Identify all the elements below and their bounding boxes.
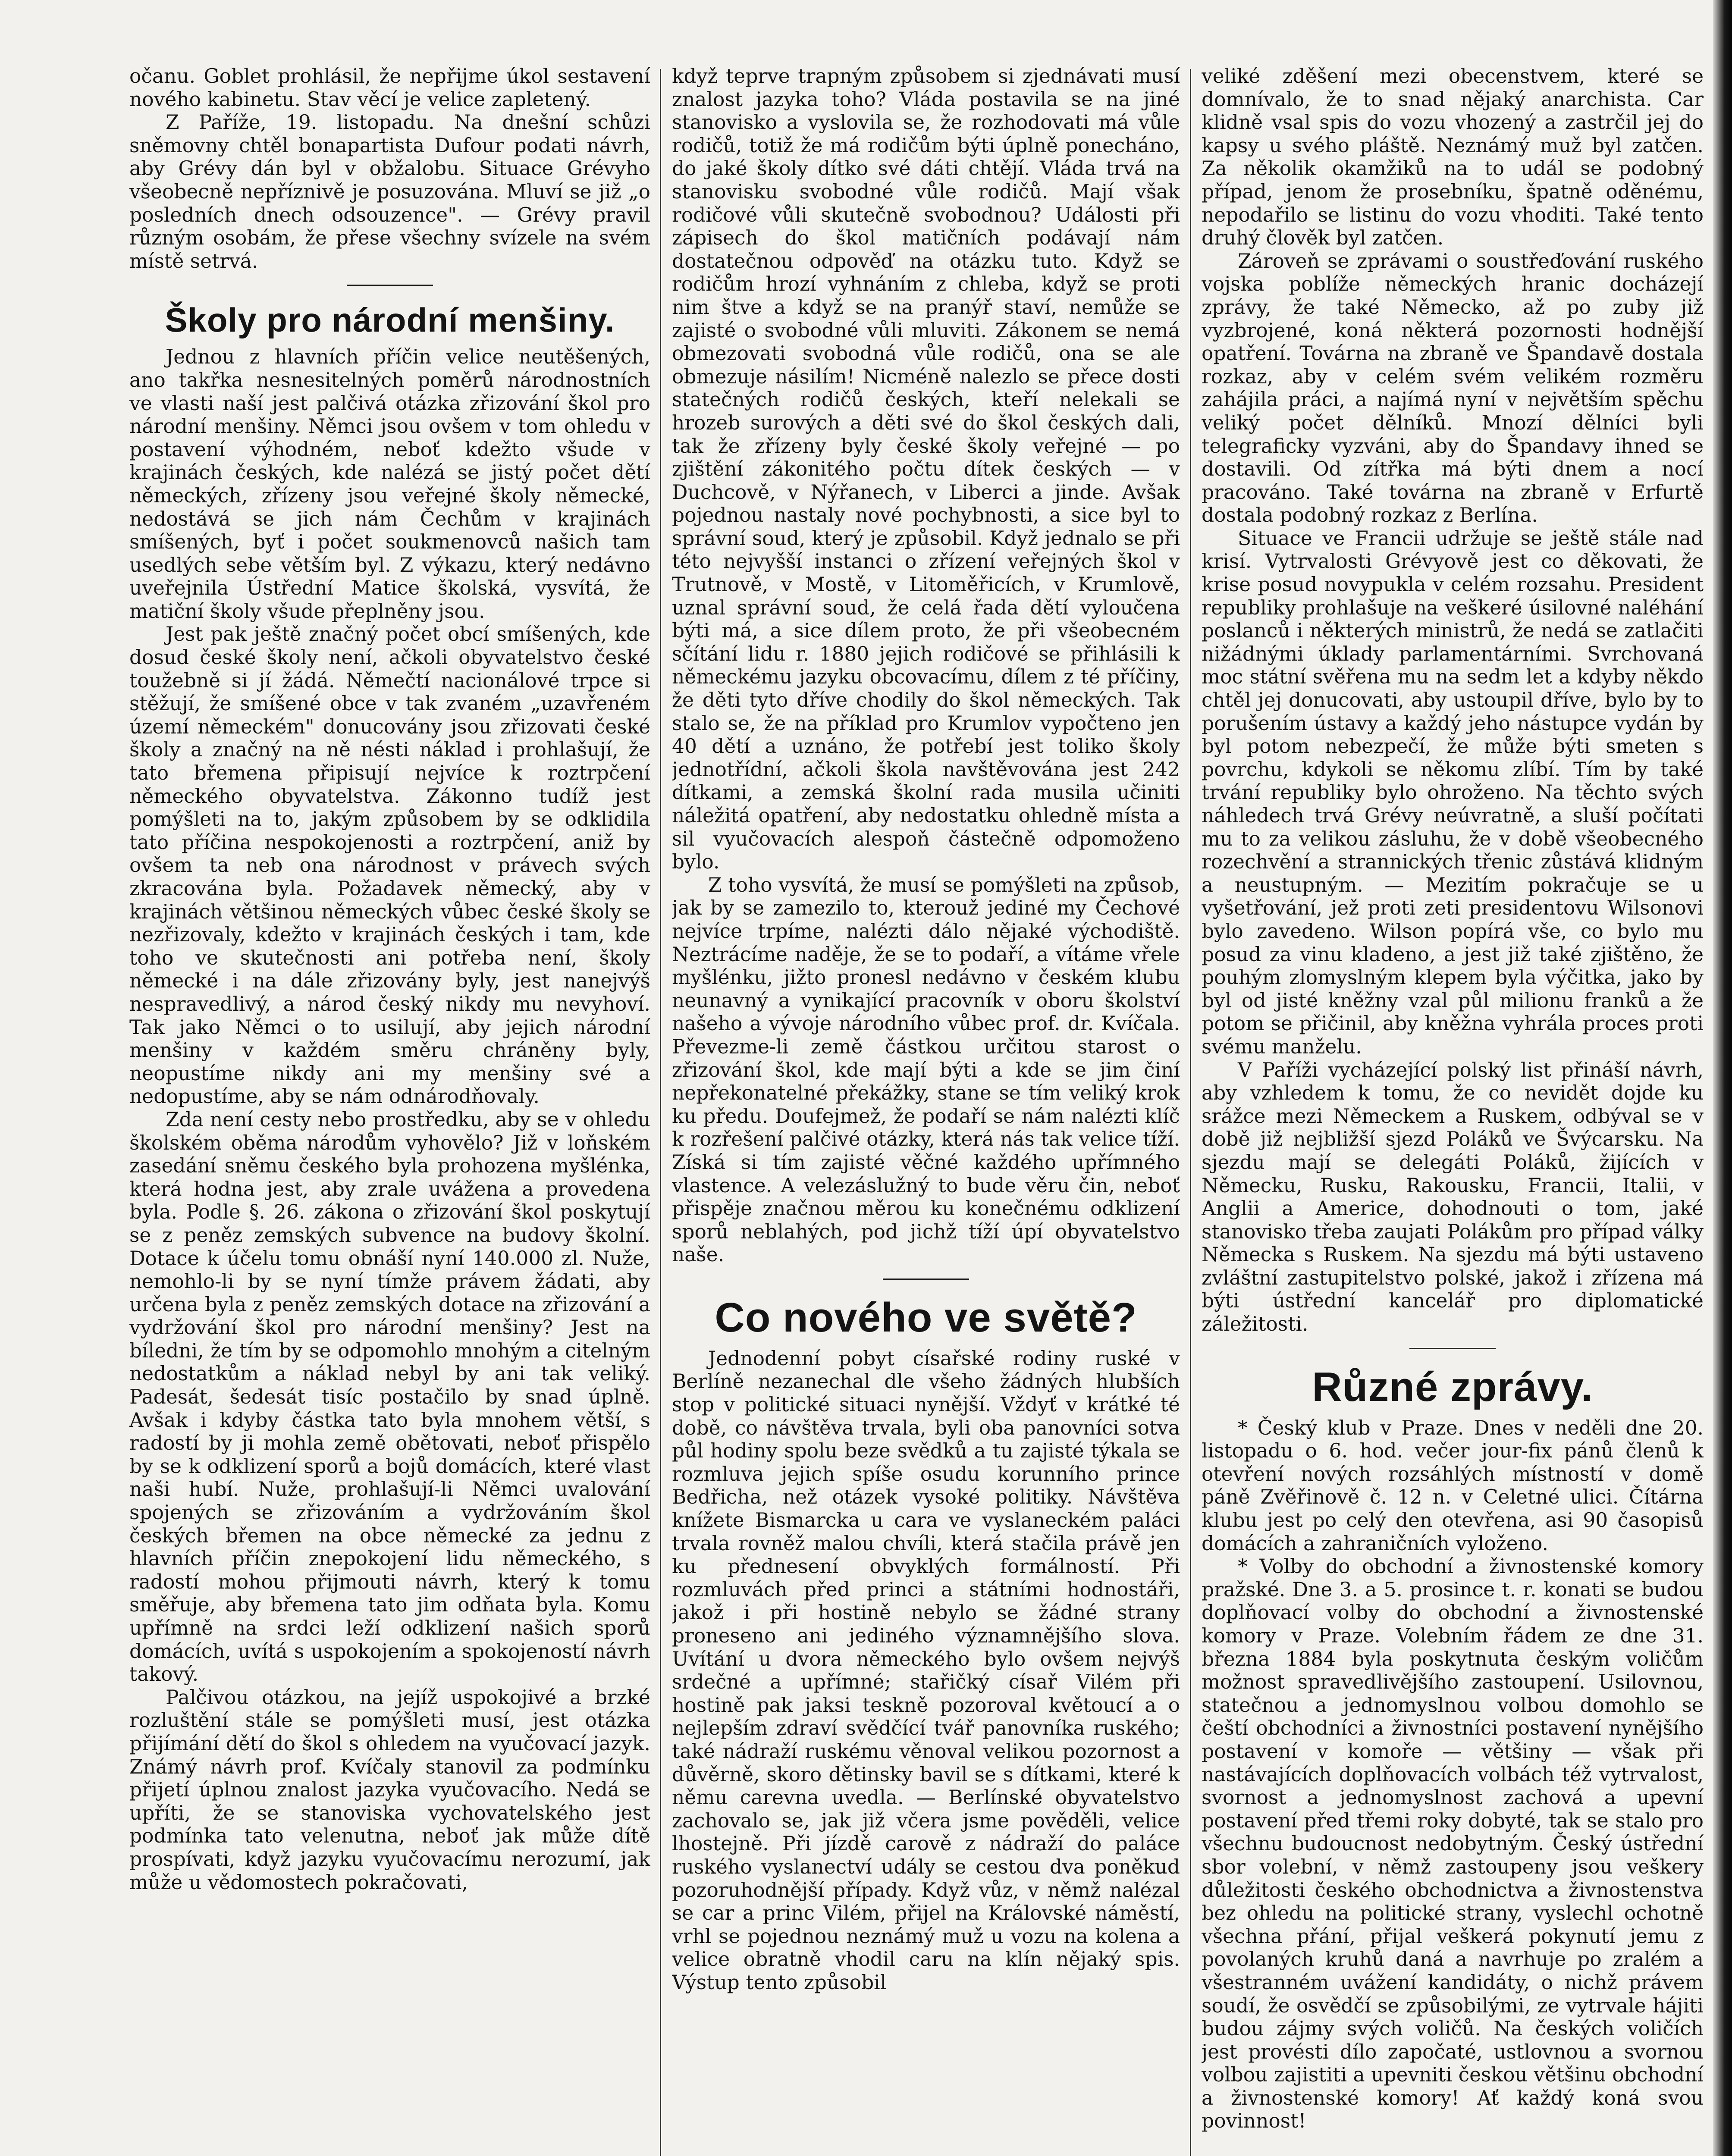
scan-edge: [1713, 0, 1732, 2156]
paragraph: V Paříži vycházející polský list přináší návrh, aby vzhledem k tomu, že co nevidět dojde ku srážce mezi Německem a Ruskem, odbýval se v době již nejbližší sjezd Poláků ve Švýcarsku. Na sjezdu mají se delegáti Poláků, žijících v Německu, Rusku, Rakousku, Francii, Italii, v Anglii a Americe, dohodnouti o tom, jaké stanovisko třeba zaujati Polákům pro případ války Německa s Ruskem. Na sjezdu má býti ustaveno zvláštní zastupitelstvo polské, jakož i zřízena má býti ústřední kancelář pro diplomatické záležitosti.: [1202, 1058, 1704, 1336]
section-divider: [347, 285, 433, 286]
column-left: [129, 65, 650, 2156]
column-divider: [1190, 69, 1191, 2156]
section-divider: [883, 1279, 969, 1280]
paragraph: Z Paříže, 19. listopadu. Na dnešní schůzi sněmovny chtěl bonapartista Dufour podati návrh, aby Grévy dán byl v obžalobu. Situace Grévyho všeobecně nepříznivě je posuzována. Mluví se již „o posledních dnech odsouzence". — Grévy pravil různým osobám, že přese všechny svízele na svém místě setrvá.: [129, 111, 650, 273]
paragraph: Jest pak ještě značný počet obcí smíšených, kde dosud české školy není, ačkoli obyvatelstvo české toužebně si jí žádá. Němečtí nacionálové trpce si stěžují, že smíšené obce v tak zvaném „uzavřeném území německém" donucovány jsou zřizovati české školy a značný na ně nésti náklad i prohlašují, že tato břemena připisují nejvíce k roztrpčení německého obyvatelstva. Zákonno tudíž jest pomýšleti na to, jakým způsobem by se odklidila tato příčina nespokojenosti a roztrpčení, aniž by ovšem ta neb ona národnost v právech svých zkracována byla. Požadavek německý, aby v krajinách většinou německých vůbec české školy se nezřizovaly, kdežto v krajinách českých i tam, kde toho ve skutečnosti ani potřeba není, školy německé i na dále zřizovány byly, jest nanejvýš nespravedlivý, a národ český nikdy mu nevyhoví. Tak jako Němci o to usilují, aby jejich národní menšiny v každém směru chráněny byly, neopustíme nikdy ani my menšiny své a nedopustíme, aby se nám odnárodňovaly.: [129, 623, 650, 1108]
paragraph: Palčivou otázkou, na jejíž uspokojivé a brzké rozluštění stále se pomýšleti musí, jest otázka přijímání dětí do škol s ohledem na vyučovací jazyk. Známý návrh prof. Kvíčaly stanovil za podmínku přijetí úplnou znalost jazyka vyučovacího. Nedá se upříti, že se stanoviska vychovatelského jest podmínka tato velenutna, neboť jak může dítě prospívati, když jazyku vyučovacímu nerozumí, jak může u vědomostech pokračovati,: [129, 1686, 650, 1894]
section-headline: Co nového ve světě?: [715, 1294, 1137, 1341]
section-headline: Různé zprávy.: [1312, 1363, 1593, 1410]
paragraph: * Český klub v Praze. Dnes v neděli dne 20. listopadu o 6. hod. večer jour-fix pánů členů k otevření nových rozsáhlých místností v domě páně Zvěřinově č. 12 n. v Celetné ulici. Čítárna klubu jest po celý den otevřena, asi 90 časopisů domácích a zahraničních vyloženo.: [1202, 1416, 1704, 1555]
paragraph: očanu. Goblet prohlásil, že nepřijme úkol sestavení nového kabinetu. Stav věcí je velice zapletený.: [129, 65, 650, 111]
paragraph: Jednou z hlavních příčin velice neutěšených, ano takřka nesnesitelných poměrů národnostních ve vlasti naší jest palčivá otázka zřizování škol pro národní menšiny. Němci jsou ovšem v tom ohledu v postavení výhodném, neboť kdežto všude v krajinách českých, kde nalézá se jistý počet dětí německých, zřízeny jsou veřejné školy německé, nedostává se jich nám Čechům v krajinách smíšených, byť i počet soukmenovců našich tam usedlých sebe větším byl. Z výkazu, který nedávno uveřejnila Ústřední Matice školská, vysvítá, že matiční školy všude přeplněny jsou.: [129, 345, 650, 623]
paragraph: Zda není cesty nebo prostředku, aby se v ohledu školském oběma národům vyhovělo? Již v loňském zasedání sněmu českého byla prohozena myšlénka, která hodna jest, aby zrale uvážena a provedena byla. Podle §. 26. zákona o zřizování škol poskytují se z peněz zemských subvence na budovy školní. Dotace k účelu tomu obnáší nyní 140.000 zl. Nuže, nemohlo-li by se nyní tímže právem žádati, aby určena byla z peněz zemských dotace na zřizování a vydržování škol pro národní menšiny? Jest na bíledni, že tím by se odpomohlo mnohým a citelným nedostatkům a náklad nebyl by ani tak veliký. Padesát, šedesát tisíc postačilo by snad úplně. Avšak i kdyby částka tato byla mnohem větší, s radostí by ji mohla země obětovati, neboť přispělo by se k odklizení sporů a bojů domácích, které vlast naši hubí. Nuže, prohlašují-li Němci uvalování spojených se zřizováním a vydržováním škol českých břemen na obce německé za jednu z hlavních příčin znepokojení lidu německého, s radostí mohou přijmouti návrh, který k tomu směřuje, aby břemena tato jim odňata byla. Komu upřímně na srdci leží odklizení našich sporů domácích, uvítá s uspokojením a spokojeností návrh takový.: [129, 1108, 650, 1686]
paragraph: Z toho vysvítá, že musí se pomýšleti na způsob, jak by se zamezilo to, kterouž jediné my Čechové nejvíce trpíme, nalézti dálo nějaké východiště. Neztrácíme naděje, že se to podaří, a vítáme vřele myšlénku, jižto pronesl nedávno v českém klubu neunavný a vynikající pracovník v oboru školství našeho a vývoje národního vůbec prof. dr. Kvíčala. Převezme-li země částkou určitou starost o zřizování škol, kde mají býti a kde se jim činí nepřekonatelné překážky, stane se tím veliký krok ku předu. Doufejmež, že podaří se nám nalézti klíč k rozřešení palčivé otázky, která nás tak velice tíží. Získá si tím zajisté věčné každého upřímného vlastence. A velezáslužný to bude věru čin, neboť přispěje značnou měrou ku konečnému odklizení sporů neblahých, pod jichž tíží úpí obyvatelstvo naše.: [672, 873, 1180, 1266]
article-headline: Školy pro národní menšiny.: [165, 301, 615, 339]
section-divider: [1409, 1348, 1496, 1349]
column-divider: [660, 69, 661, 2156]
paragraph: veliké zděšení mezi obecenstvem, které se domnívalo, že to snad nějaký anarchista. Car klidně vsal spis do vozu vhozený a zastrčil jej do kapsy u svého pláště. Neznámý muž byl zatčen. Za několik okamžiků na to udál se podobný případ, jenom že prosebníku, špatně oděnému, nepodařilo se listinu do vozu vhoditi. Také tento druhý člověk byl zatčen.: [1202, 65, 1704, 250]
paragraph: * Volby do obchodní a živnostenské komory pražské. Dne 3. a 5. prosince t. r. konati se budou doplňovací volby do obchodní a živnostenské komory v Praze. Volebním řádem ze dne 31. března 1884 byla poskytnuta českým voličům možnost spravedlivějšího zastoupení. Usilovnou, statečnou a jednomyslnou volbou domohlo se čeští obchodníci a živnostníci postavení nynějšího postavení v komoře — většiny — však při nastávajících doplňovacích volbách též vytrvalost, svornost a jednomyslnost zachová a upevní postavení před třemi roky dobyté, tak se stalo pro všechnu budoucnost nedobytným. Český ústřední sbor volební, v němž zastoupeny jsou veškery důležitosti českého obchodnictva a živnostenstva bez ohledu na politické strany, vyslechl ochotně všechna přání, přijal veškerá pokynutí jemu z povolaných kruhů daná a navrhuje po zralém a všestranném uvážení kandidáty, o nichž právem soudí, že osvědčí se způsobilými, ze vytrvale hájiti budou zájmy svých voličů. Na českých voličích jest provésti dílo započaté, ustlovnou a svornou volbou zajistiti a upevniti českou většinu obchodní a živnostenské komory! Ať každý koná svou povinnost!: [1202, 1555, 1704, 2133]
column-right: [1202, 65, 1704, 2156]
paragraph: Jednodenní pobyt císařské rodiny ruské v Berlíně nezanechal dle všeho žádných hlubších stop v politické situaci nynější. Vždyť v krátké té době, co návštěva trvala, byli oba panovníci sotva půl hodiny spolu beze svědků a tu zajisté týkala se rozmluva jejich spíše osudu korunního prince Bedřicha, než otázek vysoké politiky. Návštěva knížete Bismarcka u cara ve vyslaneckém paláci trvala rovněž malou chvíli, která stačila právě jen ku přednesení obvyklých formálností. Při rozmluvách před princi a státními hodnostáři, jakož i při hostině nebylo se žádné strany proneseno ani jediného významnějšího slova. Uvítání u dvora německého bylo ovšem nejvýš srdečné a upřímné; stařičký císař Vilém při hostině pak jaksi teskně pozoroval květoucí a o nejlepším zdraví svědčící tvář panovníka ruského; také nádraží ruskému věnoval velikou pozornost a důvěrně, skoro dětinsky bavil se s dítkami, které k němu carevna uvedla. — Berlínské obyvatelstvo zachovalo se, jak již včera jsme pověděli, velice lhostejně. Při jízdě carově z nádraží do paláce ruského vyslanectví udály se cestou dva poněkud pozoruhodnější případy. Když vůz, v němž nalézal se car a princ Vilém, přijel na Královské náměstí, vrhl se pojednou neznámý muž u vozu na kolena a velice obratně vhodil caru na klín nějaký spis. Výstup tento způsobil: [672, 1347, 1180, 1994]
column-middle: [672, 65, 1180, 2156]
paragraph: když teprve trapným způsobem si zjednávati musí znalost jazyka toho? Vláda postavila se na jiné stanovisko a vyslovila se, že rozhodovati má vůle rodičů, totiž že má rodičům býti úplně ponecháno, do jaké školy dítko své dáti chtějí. Vláda trvá na stanovisku svobodné vůle rodičů. Mají však rodičové vůli skutečně svobodnou? Události při zápisech do škol matičních podávají nám dostatečnou odpověď na otázku tuto. Když se rodičům hrozí vyhnáním z chleba, když se proti nim štve a když se na pranýř staví, nemůže se zajisté o svobodné vůli mluviti. Zákonem se nemá obmezovati svobodná vůle rodičů, ona se ale obmezuje násilím! Nicméně nalezlo se přece dosti statečných rodičů českých, kteří nelekali se hrozeb surových a děti své do škol českých dali, tak že zřízeny byly české školy veřejné — po zjištění zákonitého počtu dítek českých — v Duchcově, v Nýřanech, v Liberci a jinde. Avšak pojednou nastaly nové pochybnosti, a sice byl to správní soud, který je způsobil. Když jednalo se při této nejvyšší instanci o zřízení veřejných škol v Trutnově, v Mostě, v Litoměřicích, v Krumlově, uznal správní soud, že celá řada dětí vyloučena býti má, a sice dílem proto, že při všeobecném sčítání lidu r. 1880 jejich rodičové se přihlásili k německému jazyku obcovacímu, dílem z té příčiny, že děti tyto dříve chodily do škol německých. Tak stalo se, že na příklad pro Krumlov vypočteno jen 40 dětí a uznáno, že potřebí jest toliko školy jednotřídní, ačkoli škola navštěvována jest 242 dítkami, a zemská školní rada musila učiniti náležitá opatření, aby nedostatku ohledně místa a sil vyučovacích alespoň částečně odpomoženo bylo.: [672, 65, 1180, 874]
paragraph: Situace ve Francii udržuje se ještě stále nad krisí. Vytrvalosti Grévyově jest co děkovati, že krise posud novypukla v celém rozsahu. President republiky prohlašuje na veškeré úsilovné naléhání poslanců i některých ministrů, že nedá se zatlačiti nižádnými úklady parlamentárními. Svrchovaná moc státní svěřena mu na sedm let a kdyby někdo chtěl jej donucovati, aby ustoupil dříve, bylo by to porušením ústavy a každý jeho nástupce vydán by byl potom nebezpečí, že může býti smeten s povrchu, kdykoli se někomu zlíbí. Tím by také trvání republiky bylo ohroženo. Na těchto svých náhledech trvá Grévy neúvratně, a sluší počítati mu to za velikou zásluhu, že v době všeobecného rozechvění a strannických třenic zůstává klidným a neustupným. — Mezitím pokračuje se u vyšetřování, jež proti zeti presidentovu Wilsonovi bylo zavedeno. Wilson popírá vše, co bylo mu posud za vinu kladeno, a jest již také zjištěno, že pouhým zlomyslným klepem byla výčitka, jako by byl od jisté kněžny vzal půl milionu franků a že potom se přičinil, aby kněžna vyhrála proces proti svému manželu.: [1202, 526, 1704, 1058]
paragraph: Zároveň se zprávami o soustřeďování ruského vojska poblíže německých hranic docházejí zprávy, že také Německo, až po zuby již vyzbrojené, koná některá pozornosti hodnější opatření. Továrna na zbraně ve Špandavě dostala rozkaz, aby v celém svém velikém rozměru zahájila práci, a najímá nyní v největším spěchu veliký počet dělníků. Mnozí dělníci byli telegraficky vyzváni, aby do Špandavy ihned se dostavili. Od zítřka má býti dnem a nocí pracováno. Také továrna na zbraně v Erfurtě dostala podobný rozkaz z Berlína.: [1202, 249, 1704, 527]
